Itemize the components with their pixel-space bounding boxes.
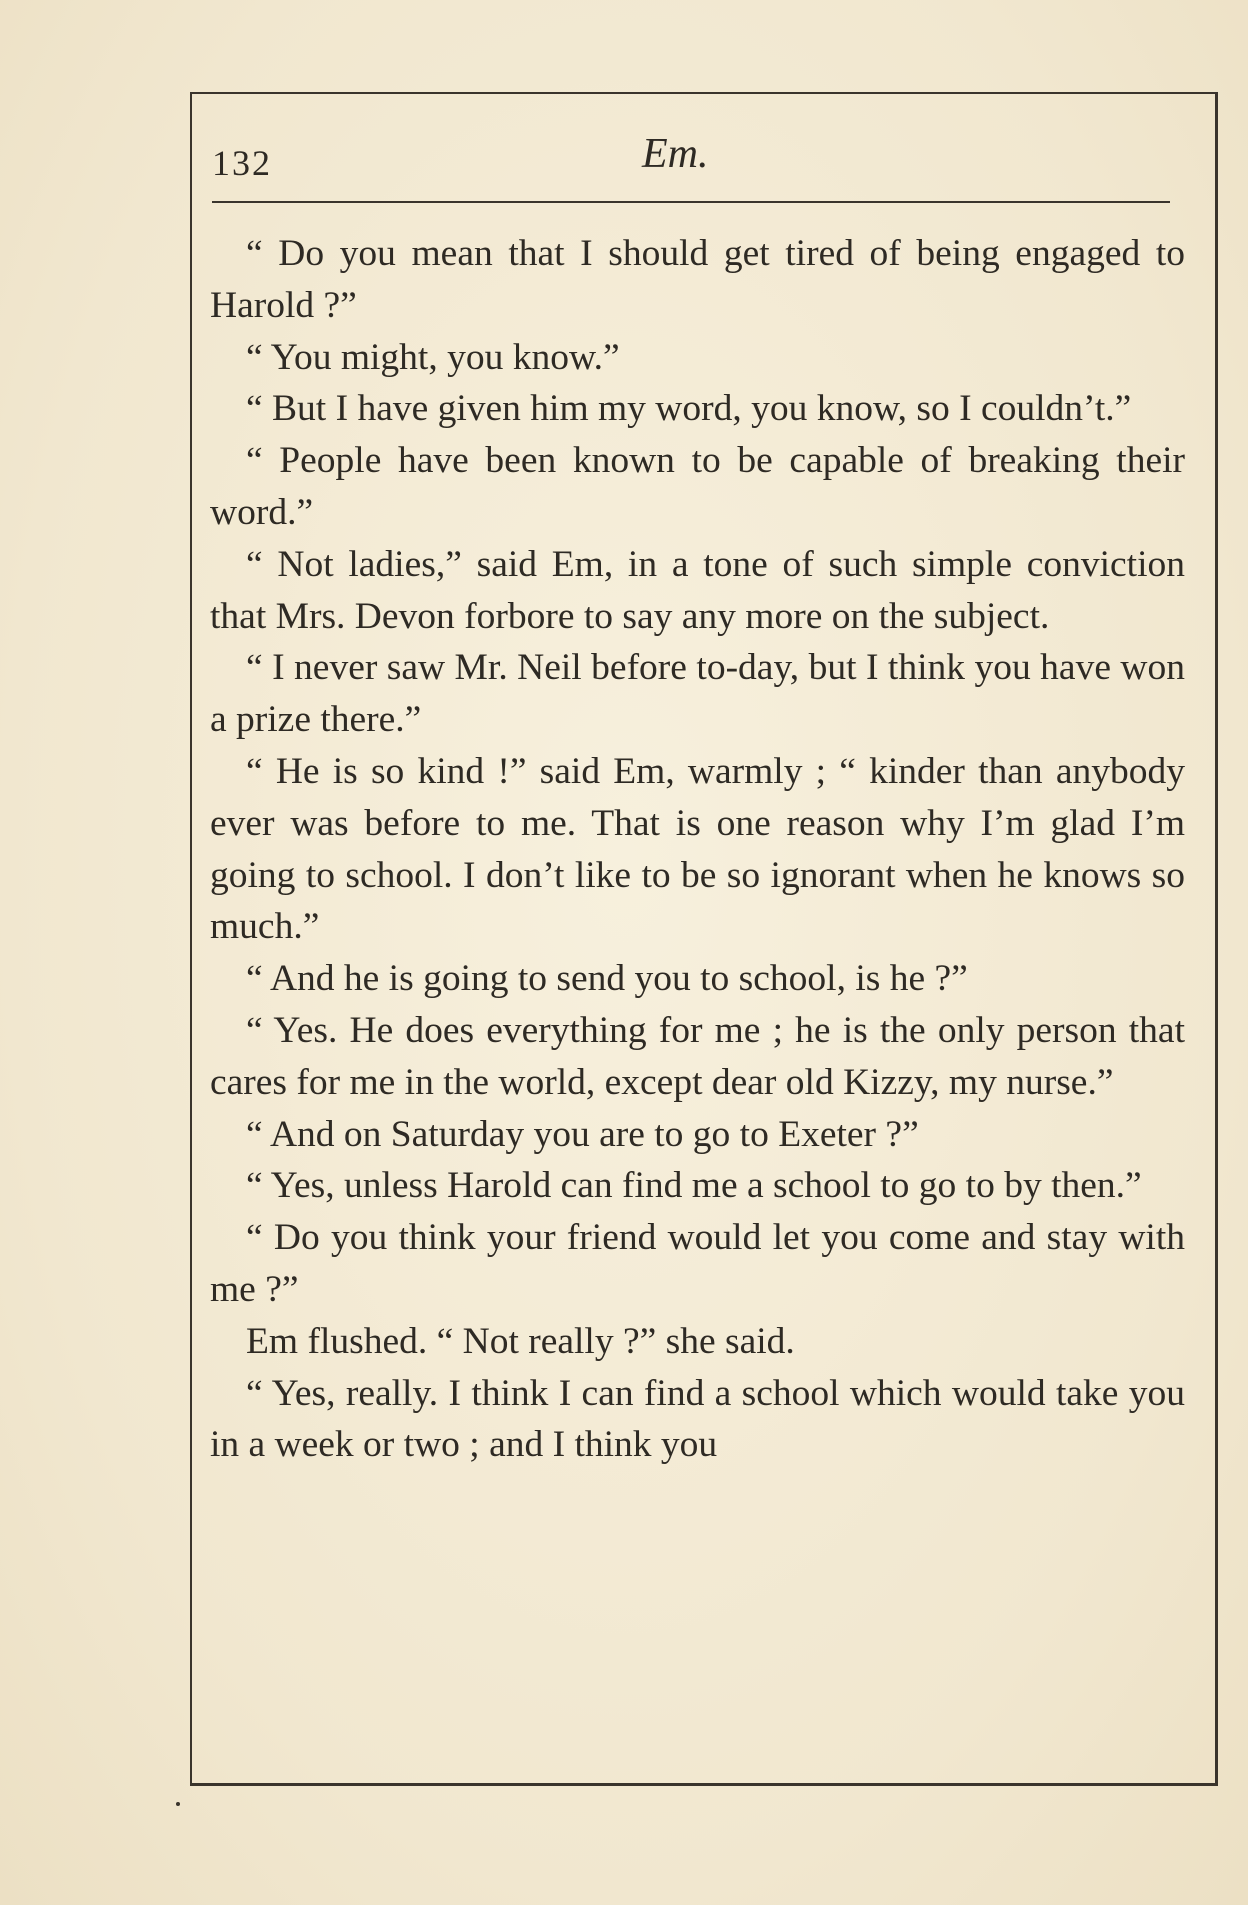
paragraph: “ People have been known to be capable of breaking their word.” — [210, 440, 1185, 533]
paragraph: Em flushed. “ Not really ?” she said. — [246, 1320, 795, 1362]
paragraph: “ And on Saturday you are to go to Exeter ?” — [246, 1113, 919, 1155]
body-text — [210, 228, 1185, 1471]
paragraph: “ I never saw Mr. Neil before to-day, but I think you have won a prize there.” — [210, 647, 1185, 741]
paragraph: “ Do you think your friend would let you come and stay with me ?” — [210, 1217, 1185, 1310]
paragraph: “ And he is going to send you to school, is he ?” — [246, 958, 968, 1000]
header-rule — [212, 201, 1170, 203]
paragraph: “ Yes, unless Harold can find me a school to go to by then.” — [246, 1165, 1142, 1207]
paragraph: “ He is so kind !” said Em, warmly ; “ kinder than anybody ever was before to me. That is one reason why I’m glad I’m going to school. I don’t like to be so ignorant when he knows so much.” — [210, 750, 1185, 948]
paragraph: “ Do you mean that I should get tired of being engaged to Harold ?” — [210, 233, 1185, 326]
page-header — [212, 130, 1172, 190]
paragraph: “ Not ladies,” said Em, in a tone of such simple conviction that Mrs. Devon forbore to say any more on the subject. — [210, 543, 1185, 637]
page-number: 132 — [212, 143, 272, 183]
paragraph: “ Yes, really. I think I can find a school which would take you in a week or two ; and I think you — [210, 1372, 1185, 1466]
running-title: Em. — [642, 131, 709, 177]
ink-speck — [176, 1802, 180, 1806]
paragraph: “ But I have given him my word, you know, so I couldn’t.” — [246, 388, 1132, 430]
paragraph: “ Yes. He does everything for me ; he is the only person that cares for me in the world, except dear old Kizzy, my nurse.” — [210, 1009, 1185, 1103]
paragraph: “ You might, you know.” — [246, 336, 620, 378]
